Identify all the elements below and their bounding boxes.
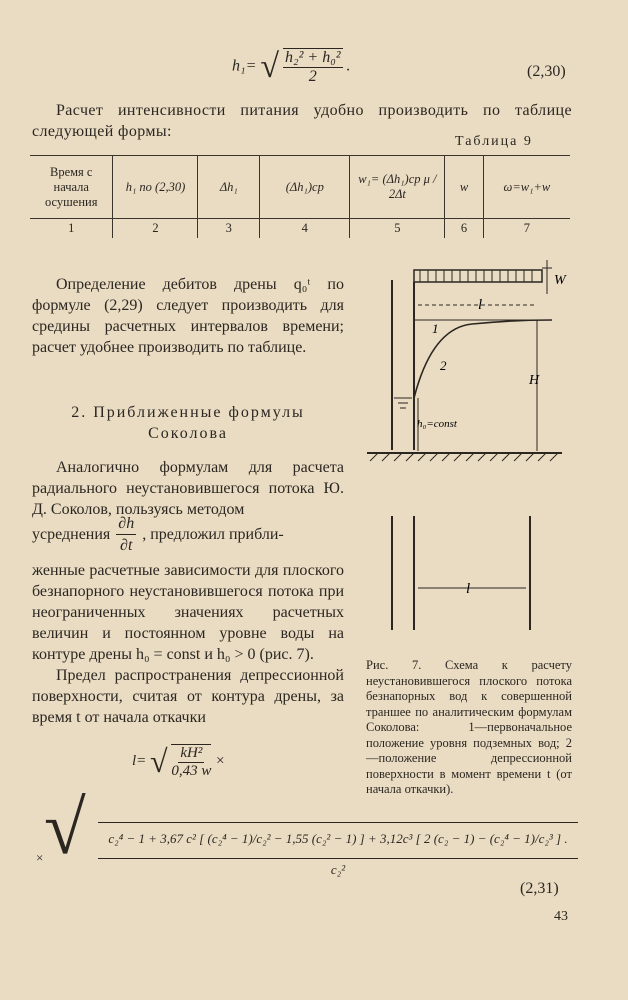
partial-fraction (116, 513, 136, 556)
eq-2-30-lhs: h₁= (232, 57, 257, 75)
label-1: 1 (432, 321, 439, 336)
eq-2-31-denominator: c₂² (330, 862, 346, 877)
equation-number-2-31: (2,31) (520, 880, 559, 897)
paragraph-sokolov-1: Аналогично формулам для расчета радиального неустановившегося потока Ю. Д. Соколов, пользуясь методом (32, 459, 344, 518)
label-l-top: l (478, 297, 483, 313)
sqrt-sign: √ (44, 786, 86, 870)
base-hatching (370, 453, 558, 461)
table-header-cell: ω=w₁+w (483, 156, 570, 219)
table-row (30, 219, 570, 239)
partial-denominator: ∂t (120, 537, 133, 554)
eq-2-31-fraction-bar (98, 858, 578, 859)
label-l-bottom: l (466, 581, 471, 597)
eq-2-30-denominator: 2 (308, 68, 317, 85)
eq-2-31-numerator: c₂⁴ − 1 + 3,67 c² [ (c₂⁴ − 1)/c₂² − 1,55 (c₂² − 1) ] + 3,12c³ [ 2 (c₂ − 1) − (c₂⁴ − 1)/c₂³ ] . (98, 822, 578, 847)
section-heading-line-2: Соколова (148, 425, 228, 442)
table-cell: 4 (260, 219, 350, 239)
table-9 (30, 155, 570, 238)
surface-strip (414, 270, 542, 282)
table-header-cell: w₁= (Δh₁)ср μ / 2Δt (350, 156, 445, 219)
eq-l-numerator: kH² (180, 744, 203, 761)
eq-l-tail: × (215, 752, 226, 769)
section-heading-line-1: 2. Приближенные формулы (71, 404, 305, 421)
sqrt-sign: √ (150, 743, 168, 779)
label-W: W (554, 273, 566, 288)
page-number: 43 (554, 909, 568, 924)
table-cell: 2 (113, 219, 198, 239)
eq-2-30-tail: . (346, 57, 351, 75)
table-header-cell: h₁ по (2,30) (113, 156, 198, 219)
eq-l-lhs: l= (132, 752, 147, 769)
section-heading (32, 402, 344, 444)
paragraph-intro: Расчет интенсивности питания удобно производить по таблице следующей формы: (32, 102, 572, 140)
table-cell: 5 (350, 219, 445, 239)
table-cell: 1 (68, 221, 75, 235)
eq-2-30-fraction (283, 48, 343, 86)
paragraph-depression: Предел распространения депрессионной поверхности, считая от контура дрены, за время t от начала откачки (32, 667, 344, 726)
table-cell: 3 (198, 219, 260, 239)
paragraph-sokolov-3: женные расчетные зависимости для плоского безнапорного неустановившегося потока при неограниченных значениях расчетных величин и постоянном уровне воды на контуре дрены h₀ = const и h₀ > 0 (рис. 7). (32, 562, 344, 663)
table-title: Таблица 9 (455, 134, 533, 149)
text-usrednenia: усреднения (32, 526, 111, 543)
table-header-cell: w (445, 156, 484, 219)
paragraph-sokolov-2 (32, 513, 344, 556)
table-header-row (30, 156, 570, 219)
eq-l-fraction (171, 744, 211, 780)
label-h0-const: h₀=const (417, 418, 457, 430)
equation-l (132, 743, 225, 780)
table-header-cell: (Δh₁)ср (260, 156, 350, 219)
paragraph-debit: Определение дебитов дрены q₀ᵗ по формуле (2,29) следует производить для средины расчетных интервалов времени; расчет удобнее производить по таблице. (32, 276, 344, 356)
label-H: H (529, 373, 540, 388)
table-header-cell: Δh₁ (198, 156, 260, 219)
eq-2-30-numerator: h₂² + h₀² (285, 49, 341, 66)
surface-hatching (420, 270, 532, 282)
text-predlozhil: , предложил прибли- (142, 526, 284, 543)
equation-number-2-30: (2,30) (527, 63, 566, 80)
eq-l-denominator: 0,43 w (171, 762, 212, 779)
partial-numerator: ∂h (116, 513, 136, 535)
label-2: 2 (440, 358, 447, 373)
table-cell: 6 (445, 219, 484, 239)
figure-caption: Рис. 7. Схема к расчету неустановившегося плоского потока безнапорных вод к совершенной траншее по аналитическим формулам Соколова: 1—первоначальное положение уровня подземных вод; 2—положение депрессионной поверхности в момент времени t (от начала откачки). (366, 658, 572, 796)
figure-7-diagram (362, 258, 580, 638)
table-header-cell: Время с начала осушения (44, 164, 98, 209)
eq-2-31-prefix: × (36, 850, 44, 865)
table-cell: 7 (483, 219, 570, 239)
equation-2-30 (232, 48, 351, 86)
sqrt-sign: √ (260, 48, 280, 85)
